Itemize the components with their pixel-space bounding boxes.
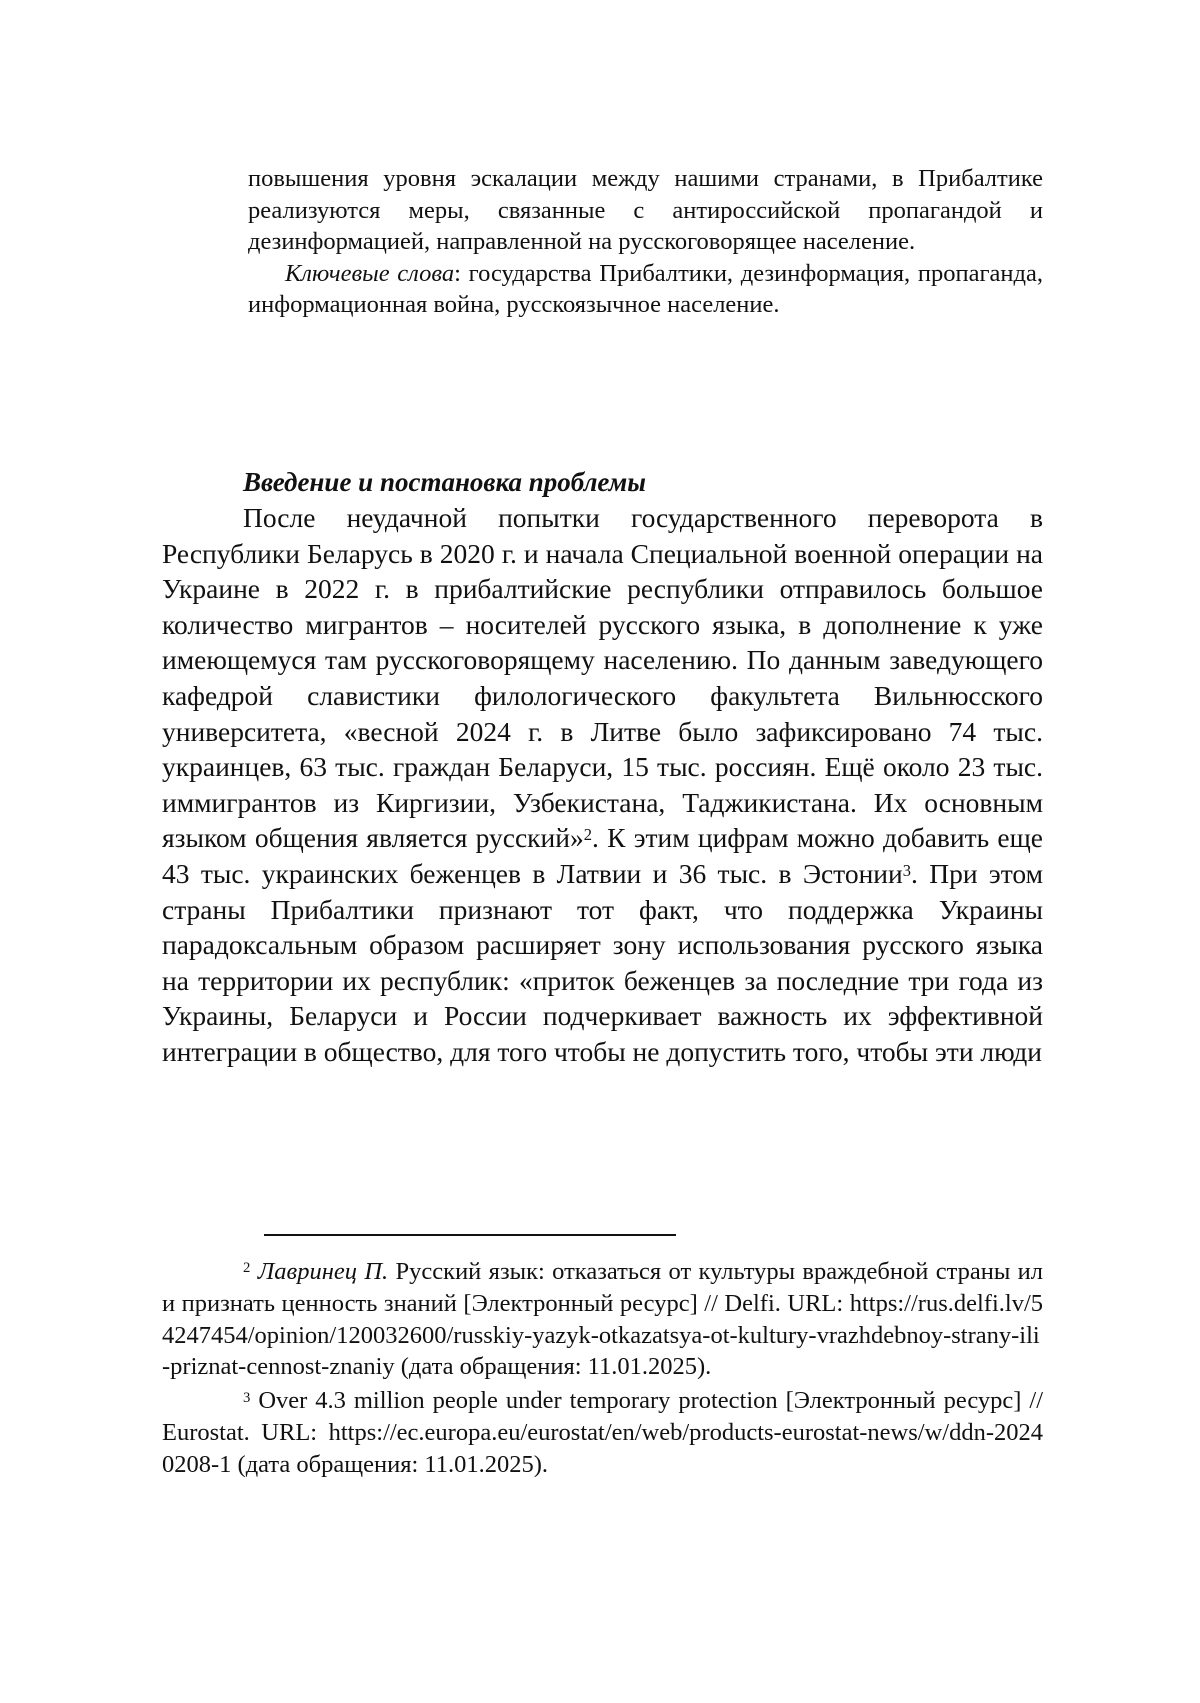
intro-paragraph bbox=[162, 500, 1043, 1070]
abstract-text: повышения уровня эскалации между нашими странами, в Прибалтике реализуются меры, связанные с антироссийской пропагандой и дезинформацией, направленной на русскоговорящее население. bbox=[248, 163, 1043, 258]
keywords-label: Ключевые слова bbox=[285, 260, 454, 287]
footnote-text: Over 4.3 million people under temporary protection [Электронный ресурс] // Eurostat. URL: https://ec.europa.eu/eurostat/en/web/products-eurostat-news/w/ddn-20240208-1 (дата обращения: 11.01.2025). bbox=[162, 1387, 1043, 1478]
footnote-2 bbox=[162, 1256, 1043, 1383]
keywords-text: : государства Прибалтики, дезинформация, пропаганда, информационная война, русскоязычное население. bbox=[248, 260, 1043, 319]
footnote-author: Лавринец П. bbox=[258, 1258, 388, 1285]
footnote-3 bbox=[162, 1385, 1043, 1480]
footnotes-block bbox=[162, 1256, 1043, 1481]
footnote-number: 2 bbox=[243, 1260, 250, 1276]
paragraph-part-2: . К этим цифрам можно добавить еще 43 тыс. украинских беженцев в Латвии и 36 тыс. в Эстонии bbox=[162, 822, 1043, 889]
paragraph-part-3: . При этом страны Прибалтики признают тот факт, что поддержка Украины парадоксальным образом расширяет зону использования русского языка на территории их республик: «приток беженцев за последние три года из Украины, Беларуси и России подчеркивает важность их эффективной интеграции в общество, для того чтобы не допустить того, чтобы эти люди bbox=[162, 858, 1043, 1067]
abstract-block bbox=[248, 163, 1043, 321]
footnote-text: Русский язык: отказаться от культуры враждебной страны или признать ценность знаний [Электронный ресурс] // Delfi. URL: https://rus.delfi.lv/54247454/opinion/120032600/russkiy-yazyk-otkazatsya-ot-kultury-vrazhdebnoy-strany-ili-priznat-cennost-znaniy (дата обращения: 11.01.2025). bbox=[162, 1258, 1043, 1380]
document-page bbox=[0, 0, 1200, 1703]
footnote-number: 3 bbox=[243, 1390, 250, 1406]
footnote-separator bbox=[264, 1234, 676, 1236]
section-heading: Введение и постановка проблемы bbox=[243, 465, 646, 499]
paragraph-part-1: После неудачной попытки государственного переворота в Республики Беларусь в 2020 г. и начала Специальной военной операции на Украине в 2022 г. в прибалтийские республики отправилось большое количество мигрантов – носителей русского языка, в дополнение к уже имеющемуся там русскоговорящему населению. По данным заведующего кафедрой славистики филологического факультета Вильнюсского университета, «весной 2024 г. в Литве было зафиксировано 74 тыс. украинцев, 63 тыс. граждан Беларуси, 15 тыс. россиян. Ещё около 23 тыс. иммигрантов из Киргизии, Узбекистана, Таджикистана. Их основным языком общения является русский» bbox=[162, 502, 1043, 853]
footnote-ref-2[interactable]: 2 bbox=[584, 825, 592, 844]
keywords-line bbox=[248, 258, 1043, 321]
footnote-ref-3[interactable]: 3 bbox=[903, 861, 911, 880]
